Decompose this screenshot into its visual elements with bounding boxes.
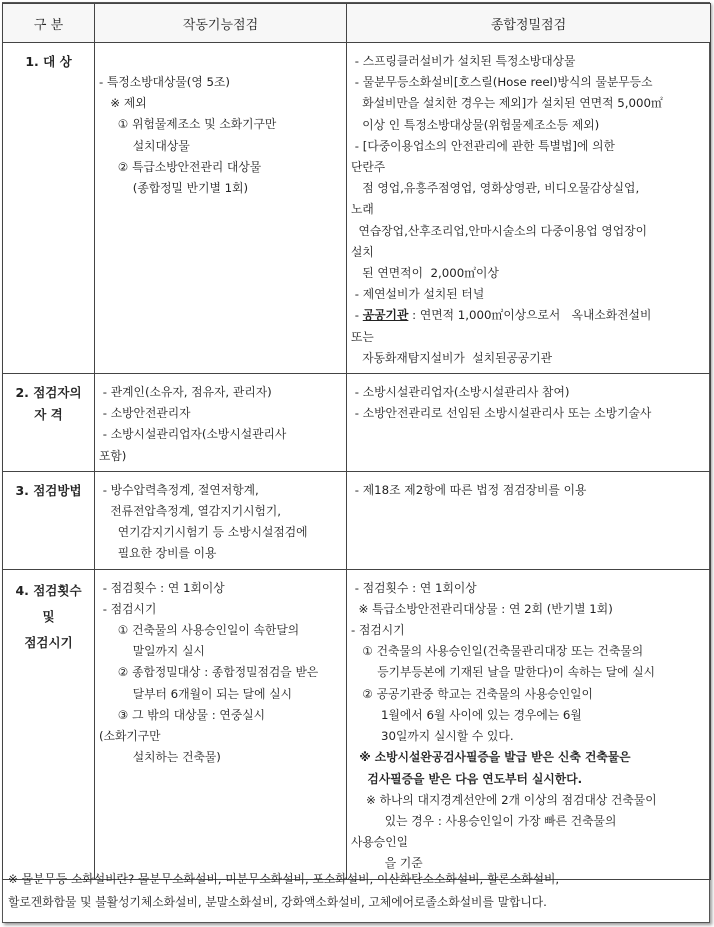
operation-check-line [99, 51, 342, 72]
comprehensive-check-line: 30일까지 실시할 수 있다. [351, 729, 514, 744]
category-line: 1. 대 상 [25, 54, 72, 69]
table-header-row [3, 4, 711, 43]
row-category [3, 43, 95, 374]
operation-check-line: - 점검시기 [99, 601, 157, 616]
comprehensive-check-line: 1월에서 6월 사이에 있는 경우에는 6월 [351, 707, 582, 722]
operation-check-line: ② 종합정밀대상 : 종합정밀점검을 받은 [99, 665, 319, 680]
comprehensive-check-line: - 공공기관 : 연면적 1,000㎡이상으로서 옥내소화전설비 [351, 308, 652, 323]
comprehensive-check-line: ※ 소방시설완공검사필증을 발급 받은 신축 건축물은 [351, 750, 631, 765]
operation-check-line: 연기감지기시험기 등 소방시설점검에 [99, 525, 308, 540]
operation-check-line: 말일까지 실시 [99, 644, 205, 659]
category-line: 3. 점검방법 [15, 482, 82, 498]
comprehensive-check-line: ※ 하나의 대지경계선안에 2개 이상의 점검대상 건축물이 [351, 792, 657, 807]
operation-check-line: - 방수압력측정계, 절연저항계, [99, 482, 259, 497]
operation-check-cell [95, 374, 347, 472]
table-row [3, 374, 711, 472]
inspection-table [2, 3, 711, 880]
operation-check-line: ① 위험물제조소 및 소화기구만 [99, 117, 277, 132]
operation-check-line: ① 건축물의 사용승인일이 속한달의 [99, 623, 300, 638]
table-row [3, 569, 711, 879]
operation-check-line: - 소방시설관리업자(소방시설관리사 [99, 427, 287, 442]
comprehensive-check-cell [347, 471, 711, 569]
comprehensive-check-line: - 점검횟수 : 연 1회이상 [351, 580, 477, 595]
category-line: 및 [42, 608, 55, 624]
comprehensive-check-line: - 스프링클러설비가 설치된 특정소방대상물 [351, 54, 576, 68]
operation-check-line: ② 특급소방안전관리 대상물 [99, 159, 262, 174]
comprehensive-check-line: - 제연설비가 설치된 터널 [351, 287, 485, 302]
public-institution-highlight: 공공기관 [362, 308, 409, 323]
comprehensive-check-line: 된 연면적이 2,000㎡이상 [351, 266, 499, 281]
comprehensive-check-line: ① 건축물의 사용승인일(건축물관리대장 또는 건축물의 [351, 644, 644, 659]
footer-note [8, 868, 708, 914]
category-line: 4. 점검횟수 [15, 582, 82, 598]
footer-line: 할로겐화합물 및 불활성기체소화설비, 분말소화설비, 강화액소화설비, 고체에어로졸소화설비를 말합니다. [8, 895, 547, 909]
operation-check-cell [95, 43, 347, 374]
operation-check-line: ※ 제외 [99, 96, 147, 111]
comprehensive-check-line: 이상 인 특정소방대상물(위험물제조소등 제외) [351, 117, 600, 132]
comprehensive-check-line: 설치 [351, 244, 374, 259]
operation-check-line: (소화기구만 [99, 729, 161, 744]
category-line: 자 격 [34, 407, 63, 423]
operation-check-line: 필요한 장비를 이용 [99, 546, 217, 561]
operation-check-line: - 관계인(소유자, 점유자, 관리자) [99, 385, 272, 400]
operation-check-line: - 특정소방대상물(영 5조) [99, 75, 231, 89]
operation-check-cell [95, 569, 347, 879]
comprehensive-check-line: 자동화재탐지설비가 설치된공공기관 [351, 350, 553, 365]
operation-check-line: - 점검횟수 : 연 1회이상 [99, 580, 225, 595]
header-operation-check: 작동기능점검 [95, 4, 347, 43]
row-category [3, 471, 95, 569]
comprehensive-check-line: - 제18조 제2항에 따른 법정 점검장비를 이용 [351, 482, 587, 497]
row-category [3, 374, 95, 472]
comprehensive-check-line: - 소방안전관리로 선임된 소방시설관리사 또는 소방기술사 [351, 406, 652, 421]
comprehensive-check-line: 검사필증을 받은 다음 연도부터 실시한다. [351, 771, 583, 786]
comprehensive-check-line: 또는 [351, 329, 374, 344]
operation-check-line: 포함) [99, 448, 127, 463]
comprehensive-check-line: - [다중이용업소의 안전관리에 관한 특별법]에 의한 [351, 138, 615, 153]
comprehensive-check-line: - 물분무등소화설비[호스릴(Hose reel)방식의 물분무등소 [351, 75, 653, 90]
comprehensive-check-line: 점 영업,유흥주점영업, 영화상영관, 비디오물감상실업, [351, 181, 640, 196]
comprehensive-check-line: 등기부등본에 기재된 날을 말한다)이 속하는 달에 실시 [351, 665, 656, 680]
operation-check-line: 달부터 6개월이 되는 달에 실시 [99, 686, 293, 701]
table-row [3, 471, 711, 569]
footer-line: ※ 물분무등 소화설비란? 물분무소화설비, 미분무소화설비, 포소화설비, 이산화탄소소화설비, 할론소화설비, [8, 872, 560, 886]
comprehensive-check-cell [347, 43, 711, 374]
comprehensive-check-line: 노래 [351, 202, 374, 217]
comprehensive-check-line: ② 공공기관중 학교는 건축물의 사용승인일이 [351, 686, 593, 701]
comprehensive-check-line: 을 기준 [351, 856, 423, 871]
operation-check-line: ③ 그 밖의 대상물 : 연중실시 [99, 707, 266, 722]
category-line: 2. 점검자의 [15, 385, 82, 401]
operation-check-line: 설치대상물 [99, 138, 190, 153]
comprehensive-check-line: 있는 경우 : 사용승인일이 가장 빠른 건축물의 [351, 813, 617, 828]
operation-check-line: 전류전압측정계, 열감지기시험기, [99, 504, 282, 519]
operation-check-line: - 소방안전관리자 [99, 406, 191, 421]
comprehensive-check-line: ※ 특급소방안전관리대상물 : 연 2회 (반기별 1회) [351, 601, 613, 616]
operation-check-line: (종합정밀 반기별 1회) [99, 181, 249, 196]
category-line: 점검시기 [24, 634, 73, 650]
header-category: 구 분 [3, 4, 95, 43]
comprehensive-check-cell [347, 569, 711, 879]
comprehensive-check-line: - 점검시기 [351, 623, 405, 638]
header-comprehensive-check: 종합정밀점검 [347, 4, 711, 43]
comprehensive-check-line: 단란주 [351, 160, 386, 175]
operation-check-cell [95, 471, 347, 569]
row-category [3, 569, 95, 879]
table-row [3, 43, 711, 374]
comprehensive-check-line: 사용승인일 [351, 835, 408, 850]
operation-check-line: 설치하는 건축물) [99, 750, 221, 765]
comprehensive-check-cell [347, 374, 711, 472]
comprehensive-check-line: - 소방시설관리업자(소방시설관리사 참여) [351, 385, 570, 400]
comprehensive-check-line: 화설비만을 설치한 경우는 제외]가 설치된 연면적 5,000㎡ [351, 96, 663, 111]
comprehensive-check-line: 연습장업,산후조리업,안마시술소의 다중이용업 영업장이 [351, 223, 647, 238]
